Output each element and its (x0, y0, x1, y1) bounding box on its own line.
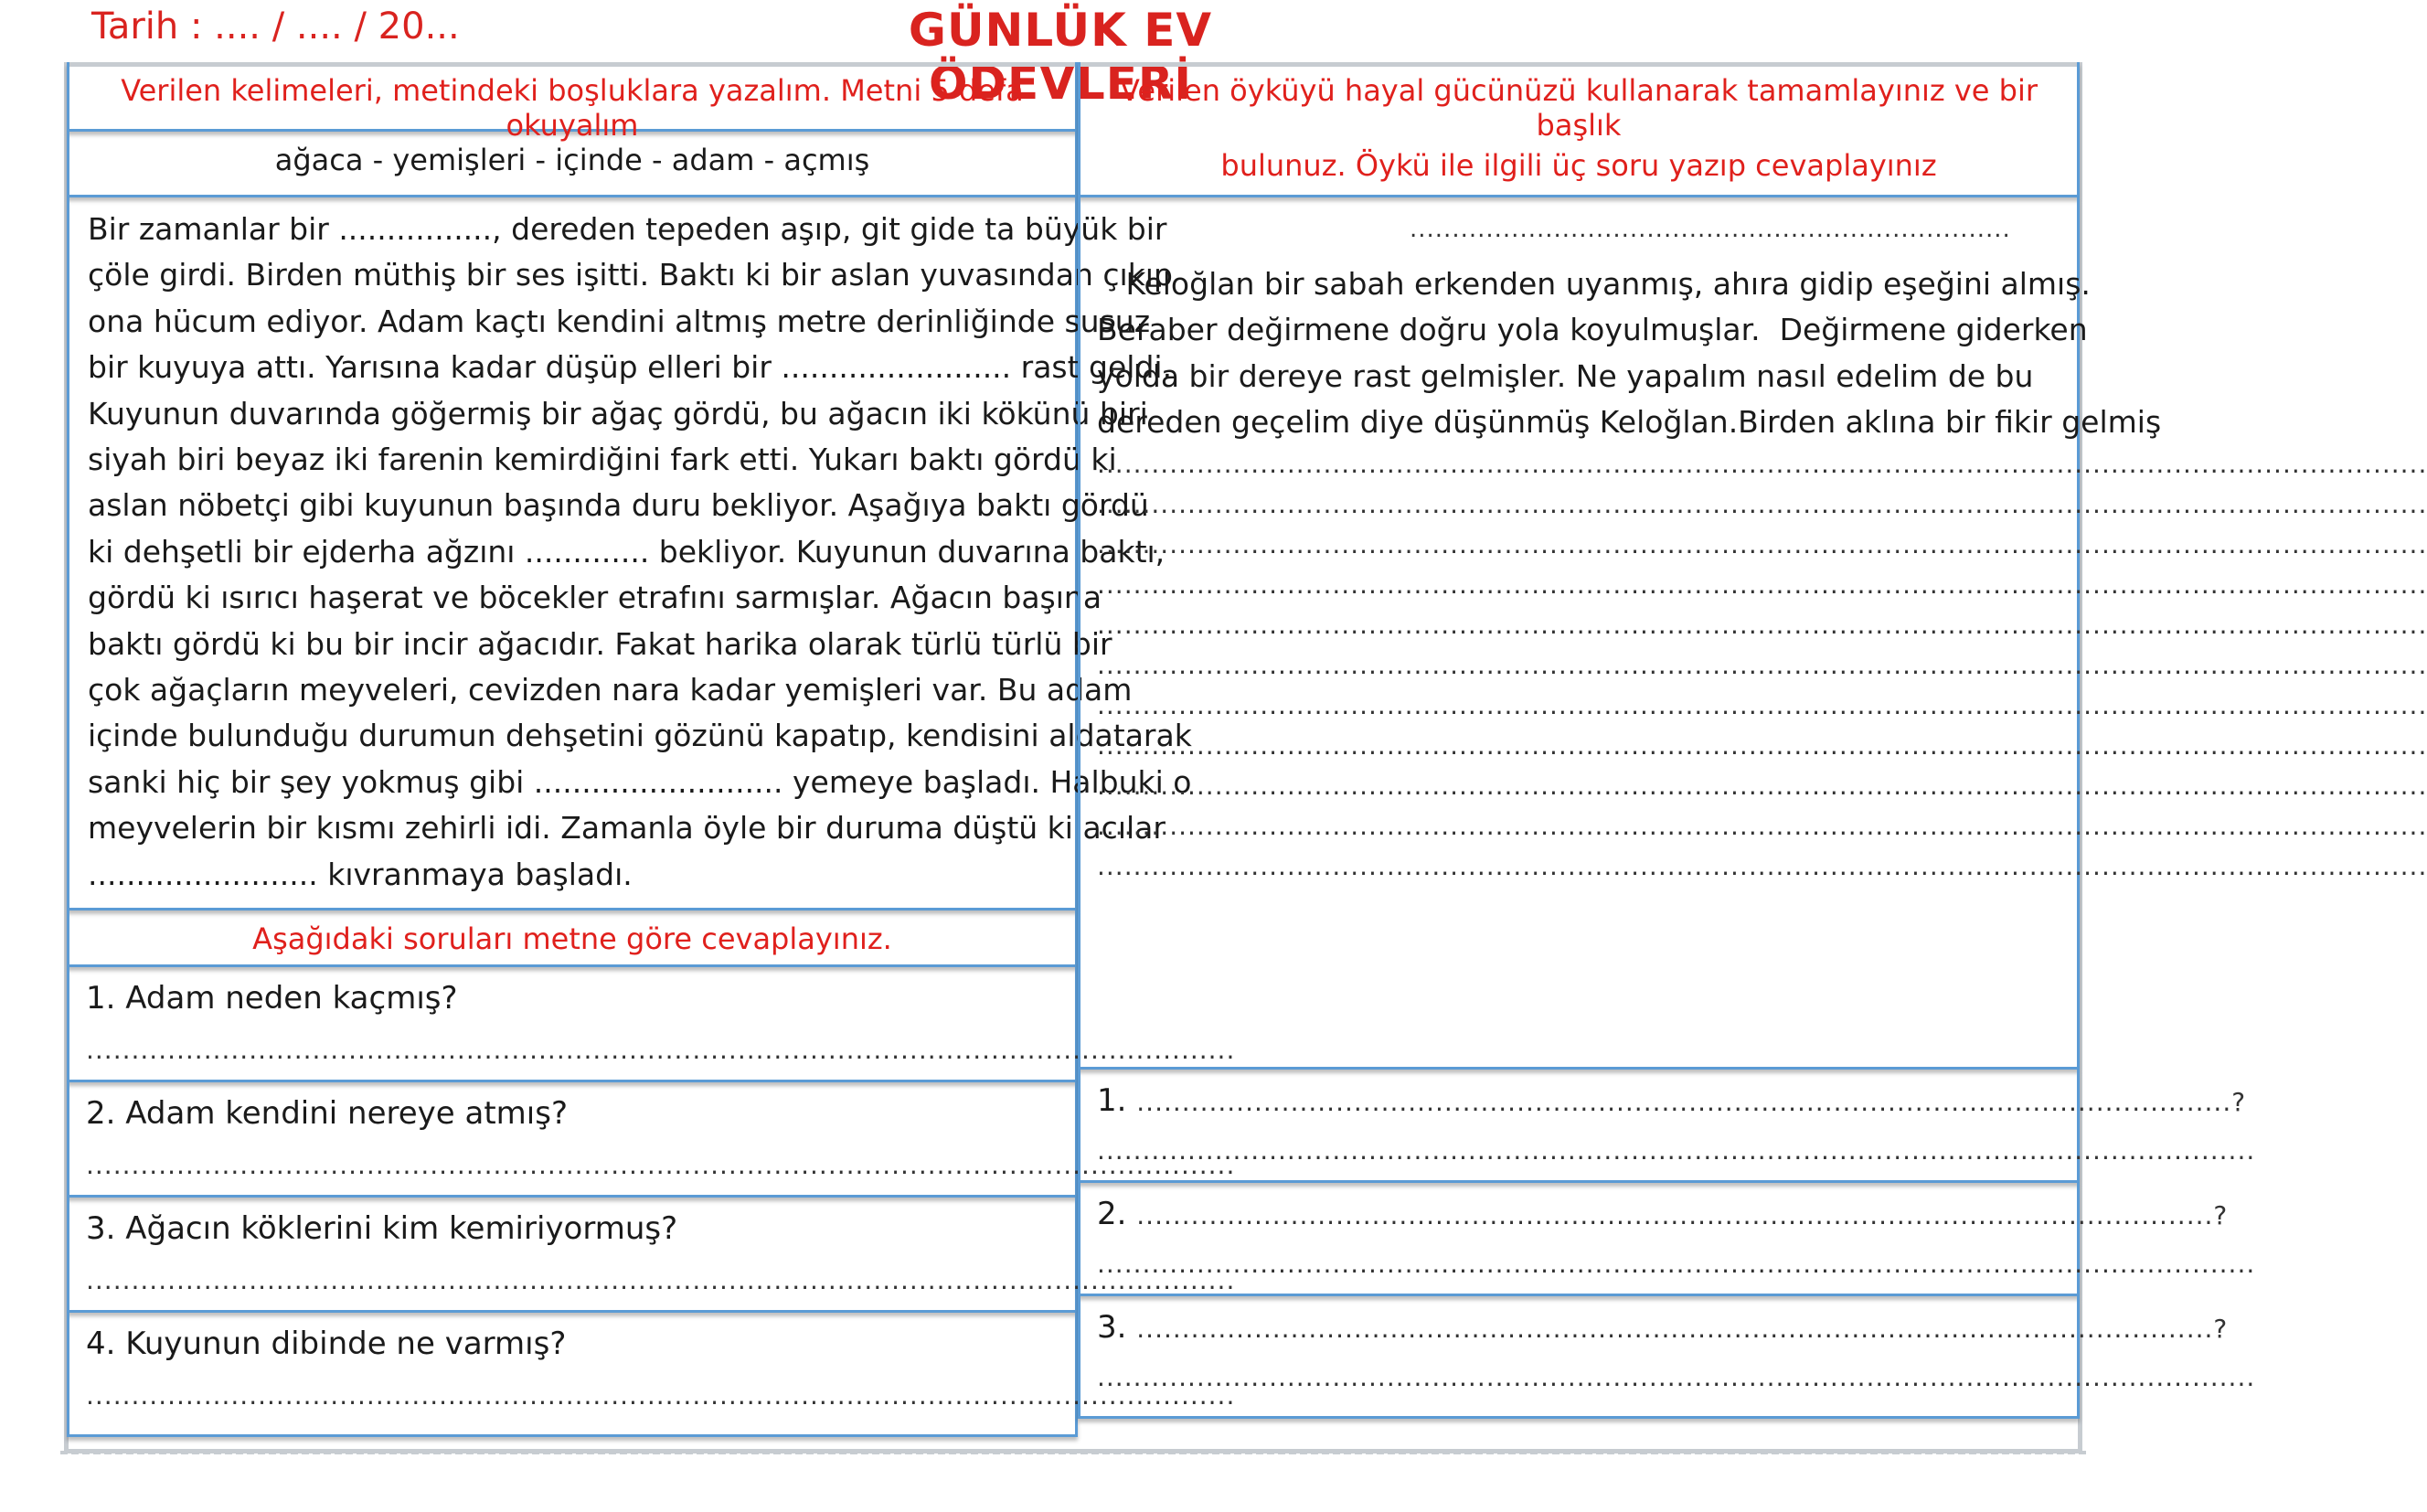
passage-line: siyah biri beyaz iki farenin kemirdiğini fark etti. Yukarı baktı gördü ki (88, 442, 1117, 478)
passage-line: bir kuyuya attı. Yarısına kadar düşüp elleri bir ........................ rast geldi. (88, 349, 1173, 386)
writing-line[interactable]: ................................................................................................................................................... (1097, 730, 2427, 761)
question-1: 1. Adam neden kaçmış? (86, 980, 458, 1017)
answer-line-1[interactable]: ............................................................................................................................... (86, 1035, 1236, 1065)
passage-box (67, 197, 1192, 910)
story-line: dereden geçelim diye düşünmüş Keloğlan.Birden aklına bir fikir gelmiş (1097, 404, 2162, 441)
question-box-3 (67, 1198, 1236, 1313)
question-box-4 (67, 1313, 1236, 1437)
passage-line: gördü ki ısırıcı haşerat ve böcekler etrafını sarmışlar. Ağacın başına (88, 580, 1102, 616)
passage-line: ........................ kıvranmaya başladı. (88, 856, 633, 892)
right-answer-line-1[interactable]: ................................................................................................................................ (1097, 1135, 2256, 1166)
passage-text (69, 207, 1192, 898)
passage-line: çok ağaçların meyveleri, cevizden nara kadar yemişleri var. Bu adam (88, 672, 1133, 708)
right-instruction-line-1: Verilen öyküyü hayal gücünüzü kullanarak tamamlayınız ve bir başlık (1120, 73, 2038, 143)
story-box (1078, 197, 2427, 1070)
writing-line[interactable]: ................................................................................................................................................... (1097, 650, 2427, 680)
left-instruction: Verilen kelimeleri, metindeki boşluklara yazalım. Metni 5 defa okuyalım (121, 73, 1024, 143)
answer-line-3[interactable]: ............................................................................................................................... (86, 1265, 1236, 1295)
writing-line[interactable]: ................................................................................................................................................... (1097, 610, 2427, 640)
left-instruction-box (67, 62, 1078, 143)
passage-line: Bir zamanlar bir ................, dereden tepeden aşıp, git gide ta büyük bir (88, 211, 1167, 247)
frame-bottom-line (60, 1451, 2086, 1454)
right-question-2-number: 2. (1097, 1196, 1127, 1232)
passage-line: çöle girdi. Birden müthiş bir ses işitti. Baktı ki bir aslan yuvasından çıkıp (88, 257, 1173, 293)
date-field[interactable]: Tarih : .... / .... / 20... (91, 5, 460, 48)
story-line: Keloğlan bir sabah erkenden uyanmış, ahıra gidip eşeğini almış. (1097, 266, 2091, 302)
writing-line[interactable]: ................................................................................................................................................... (1097, 529, 2427, 559)
answer-line-4[interactable]: ............................................................................................................................... (86, 1380, 1236, 1411)
writing-line[interactable]: ................................................................................................................................................... (1097, 449, 2427, 479)
right-question-1[interactable] (1097, 1082, 2246, 1119)
right-question-box-1 (1078, 1070, 2256, 1183)
right-instruction-line-2: bulunuz. Öykü ile ilgili üç soru yazıp cevaplayınız (1220, 148, 1937, 183)
story-line: Beraber değirmene doğru yola koyulmuşlar. Değirmene giderken (1097, 312, 2088, 348)
right-question-2-line[interactable]: .......................................................................................................................? (1136, 1200, 2229, 1230)
word-bank-box (67, 132, 1078, 197)
passage-line: Kuyunun duvarında göğermiş bir ağaç gördü, bu ağacın iki kökünü biri (88, 395, 1148, 431)
story-text (1097, 261, 2161, 446)
question-4: 4. Kuyunun dibinde ne varmış? (86, 1326, 567, 1362)
writing-line[interactable]: ................................................................................................................................................... (1097, 811, 2427, 841)
word-bank: ağaca - yemişleri - içinde - adam - açmış (274, 143, 870, 177)
right-question-1-line[interactable]: .........................................................................................................................? (1136, 1087, 2247, 1117)
passage-line: meyvelerin bir kısmı zehirli idi. Zamanla öyle bir duruma düştü ki acılar (88, 810, 1166, 847)
page-title: GÜNLÜK EV ÖDEVLERİ (908, 4, 1213, 110)
question-2: 2. Adam kendini nereye atmış? (86, 1095, 568, 1132)
question-box-1 (67, 967, 1236, 1082)
right-question-box-3 (1078, 1296, 2256, 1419)
question-box-2 (67, 1082, 1236, 1198)
writing-line[interactable]: ................................................................................................................................................... (1097, 690, 2427, 720)
writing-lines (1097, 444, 2427, 887)
story-title-line[interactable]: ....................................................................... (1410, 216, 2011, 243)
right-question-3-number: 3. (1097, 1309, 1127, 1346)
passage-line: ki dehşetli bir ejderha ağzını ............. bekliyor. Kuyunun duvarına baktı, (88, 533, 1166, 570)
writing-line[interactable]: ................................................................................................................................................... (1097, 771, 2427, 801)
questions-heading-box (67, 910, 1078, 967)
right-question-3[interactable] (1097, 1309, 2228, 1346)
questions-heading: Aşağıdaki soruları metne göre cevaplayınız. (252, 921, 892, 956)
right-question-box-2 (1078, 1183, 2256, 1296)
right-question-2[interactable] (1097, 1196, 2228, 1232)
writing-line[interactable]: ................................................................................................................................................... (1097, 570, 2427, 600)
passage-line: sanki hiç bir şey yokmuş gibi .......................... yemeye başladı. Halbuki o (88, 763, 1192, 800)
passage-line: aslan nöbetçi gibi kuyunun başında duru bekliyor. Aşağıya baktı gördü (88, 487, 1149, 524)
story-line: yolda bir dereye rast gelmişler. Ne yapalım nasıl edelim de bu (1097, 357, 2034, 394)
passage-line: içinde bulunduğu durumun dehşetini gözünü kapatıp, kendisini aldatarak (88, 718, 1192, 754)
writing-line[interactable]: ................................................................................................................................................... (1097, 489, 2427, 519)
writing-line[interactable]: ................................................................................................................................................... (1097, 851, 2427, 881)
right-instruction-box (1078, 62, 2080, 197)
right-answer-line-2[interactable]: ................................................................................................................................ (1097, 1249, 2256, 1279)
right-question-3-line[interactable]: .......................................................................................................................? (1136, 1314, 2229, 1344)
answer-line-2[interactable]: ............................................................................................................................... (86, 1150, 1236, 1180)
question-3: 3. Ağacın köklerini kim kemiriyormuş? (86, 1210, 678, 1247)
passage-line: ona hücum ediyor. Adam kaçtı kendini altmış metre derinliğinde susuz (88, 303, 1151, 339)
right-answer-line-3[interactable]: ................................................................................................................................ (1097, 1362, 2256, 1392)
passage-line: baktı gördü ki bu bir incir ağacıdır. Fakat harika olarak türlü türlü bir (88, 625, 1112, 662)
right-question-1-number: 1. (1097, 1082, 1127, 1119)
